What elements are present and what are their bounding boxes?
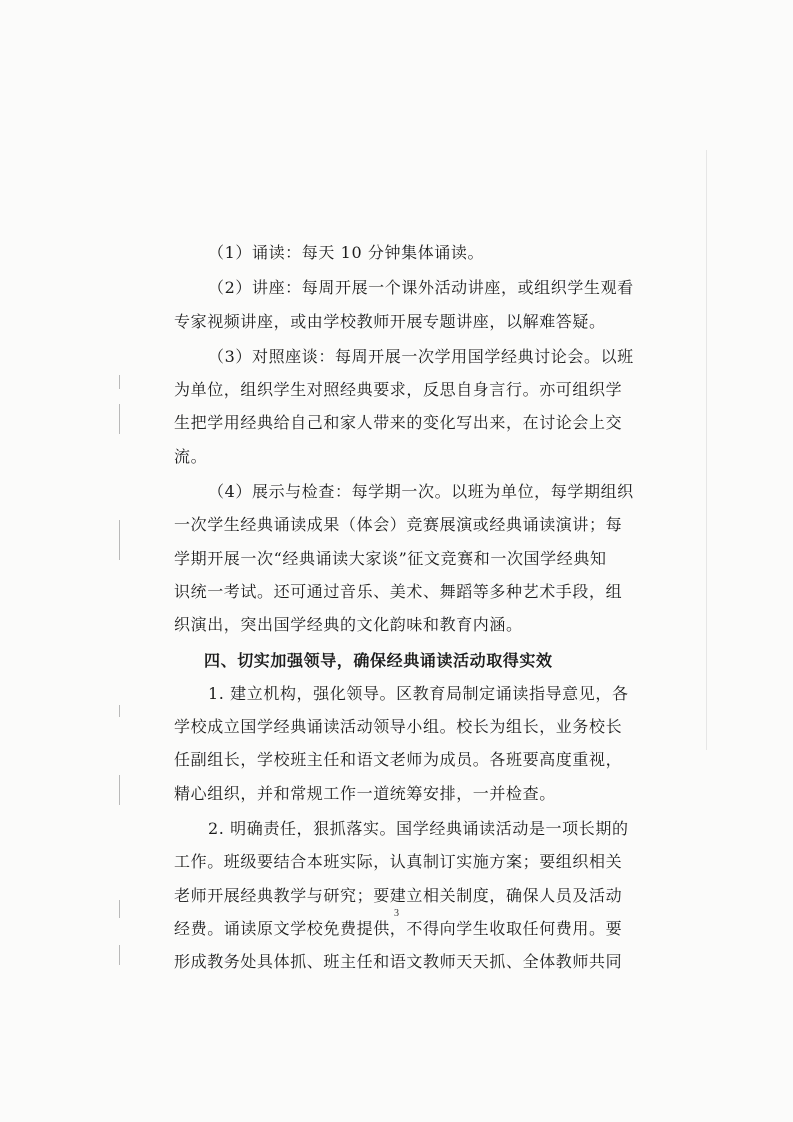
paragraph-organization <box>174 677 634 810</box>
document-body <box>174 236 634 981</box>
text-line: （3）对照座谈：每周开展一次学用国学经典讨论会。以班 <box>208 346 634 366</box>
paragraph-lecture <box>174 271 634 338</box>
paragraph-recitation <box>174 236 634 269</box>
text-line: 任副组长，学校班主任和语文老师为成员。各班要高度重视， <box>174 750 623 770</box>
page-number: 3 <box>394 908 399 919</box>
paragraph-showcase <box>174 475 634 641</box>
scan-artifact <box>119 705 120 717</box>
text-line: 学校成立国学经典诵读活动领导小组。校长为组长，业务校长 <box>174 717 623 737</box>
text-line: （4）展示与检查：每学期一次。以班为单位，每学期组织 <box>208 482 634 502</box>
scan-artifact <box>119 375 120 389</box>
paragraph-discussion <box>174 340 634 473</box>
text-line: 1. 建立机构，强化领导。区教育局制定诵读指导意见，各 <box>208 683 629 703</box>
scan-edge <box>706 150 707 750</box>
text-line: 经费。诵读原文学校免费提供，不得向学生收取任何费用。要 <box>174 918 623 938</box>
text-line: 专家视频讲座，或由学校教师开展专题讲座，以解难答疑。 <box>174 311 606 331</box>
text-line: 织演出，突出国学经典的文化韵味和教育内涵。 <box>174 615 523 635</box>
text-line: 流。 <box>174 446 208 466</box>
scan-artifact <box>119 520 120 560</box>
scan-artifact <box>119 945 120 965</box>
text-line: 为单位，组织学生对照经典要求，反思自身言行。亦可组织学 <box>174 380 623 400</box>
section-heading: 四、切实加强领导，确保经典诵读活动取得实效 <box>204 650 553 670</box>
text-line: 一次学生经典诵读成果（体会）竞赛展演或经典诵读演讲；每 <box>174 515 623 535</box>
paragraph-responsibility <box>174 812 634 978</box>
scan-artifact <box>119 404 120 434</box>
text-line: （1）诵读：每天 10 分钟集体诵读。 <box>208 243 485 262</box>
text-line: 识统一考试。还可通过音乐、美术、舞蹈等多种艺术手段，组 <box>174 581 623 601</box>
scan-artifact <box>119 775 120 805</box>
text-line: 学期开展一次“经典诵读大家谈”征文竞赛和一次国学经典知 <box>174 548 607 568</box>
text-line: 2. 明确责任，狠抓落实。国学经典诵读活动是一项长期的 <box>208 819 629 839</box>
text-line: 精心组织，并和常规工作一道统筹安排，一并检查。 <box>174 783 556 803</box>
text-line: 工作。班级要结合本班实际，认真制订实施方案；要组织相关 <box>174 852 623 872</box>
text-line: 生把学用经典给自己和家人带来的变化写出来，在讨论会上交 <box>174 413 623 433</box>
text-line: 老师开展经典教学与研究；要建立相关制度，确保人员及活动 <box>174 885 623 905</box>
text-line: 形成教务处具体抓、班主任和语文教师天天抓、全体教师共同 <box>174 952 623 972</box>
text-line: （2）讲座：每周开展一个课外活动讲座，或组织学生观看 <box>208 278 634 298</box>
